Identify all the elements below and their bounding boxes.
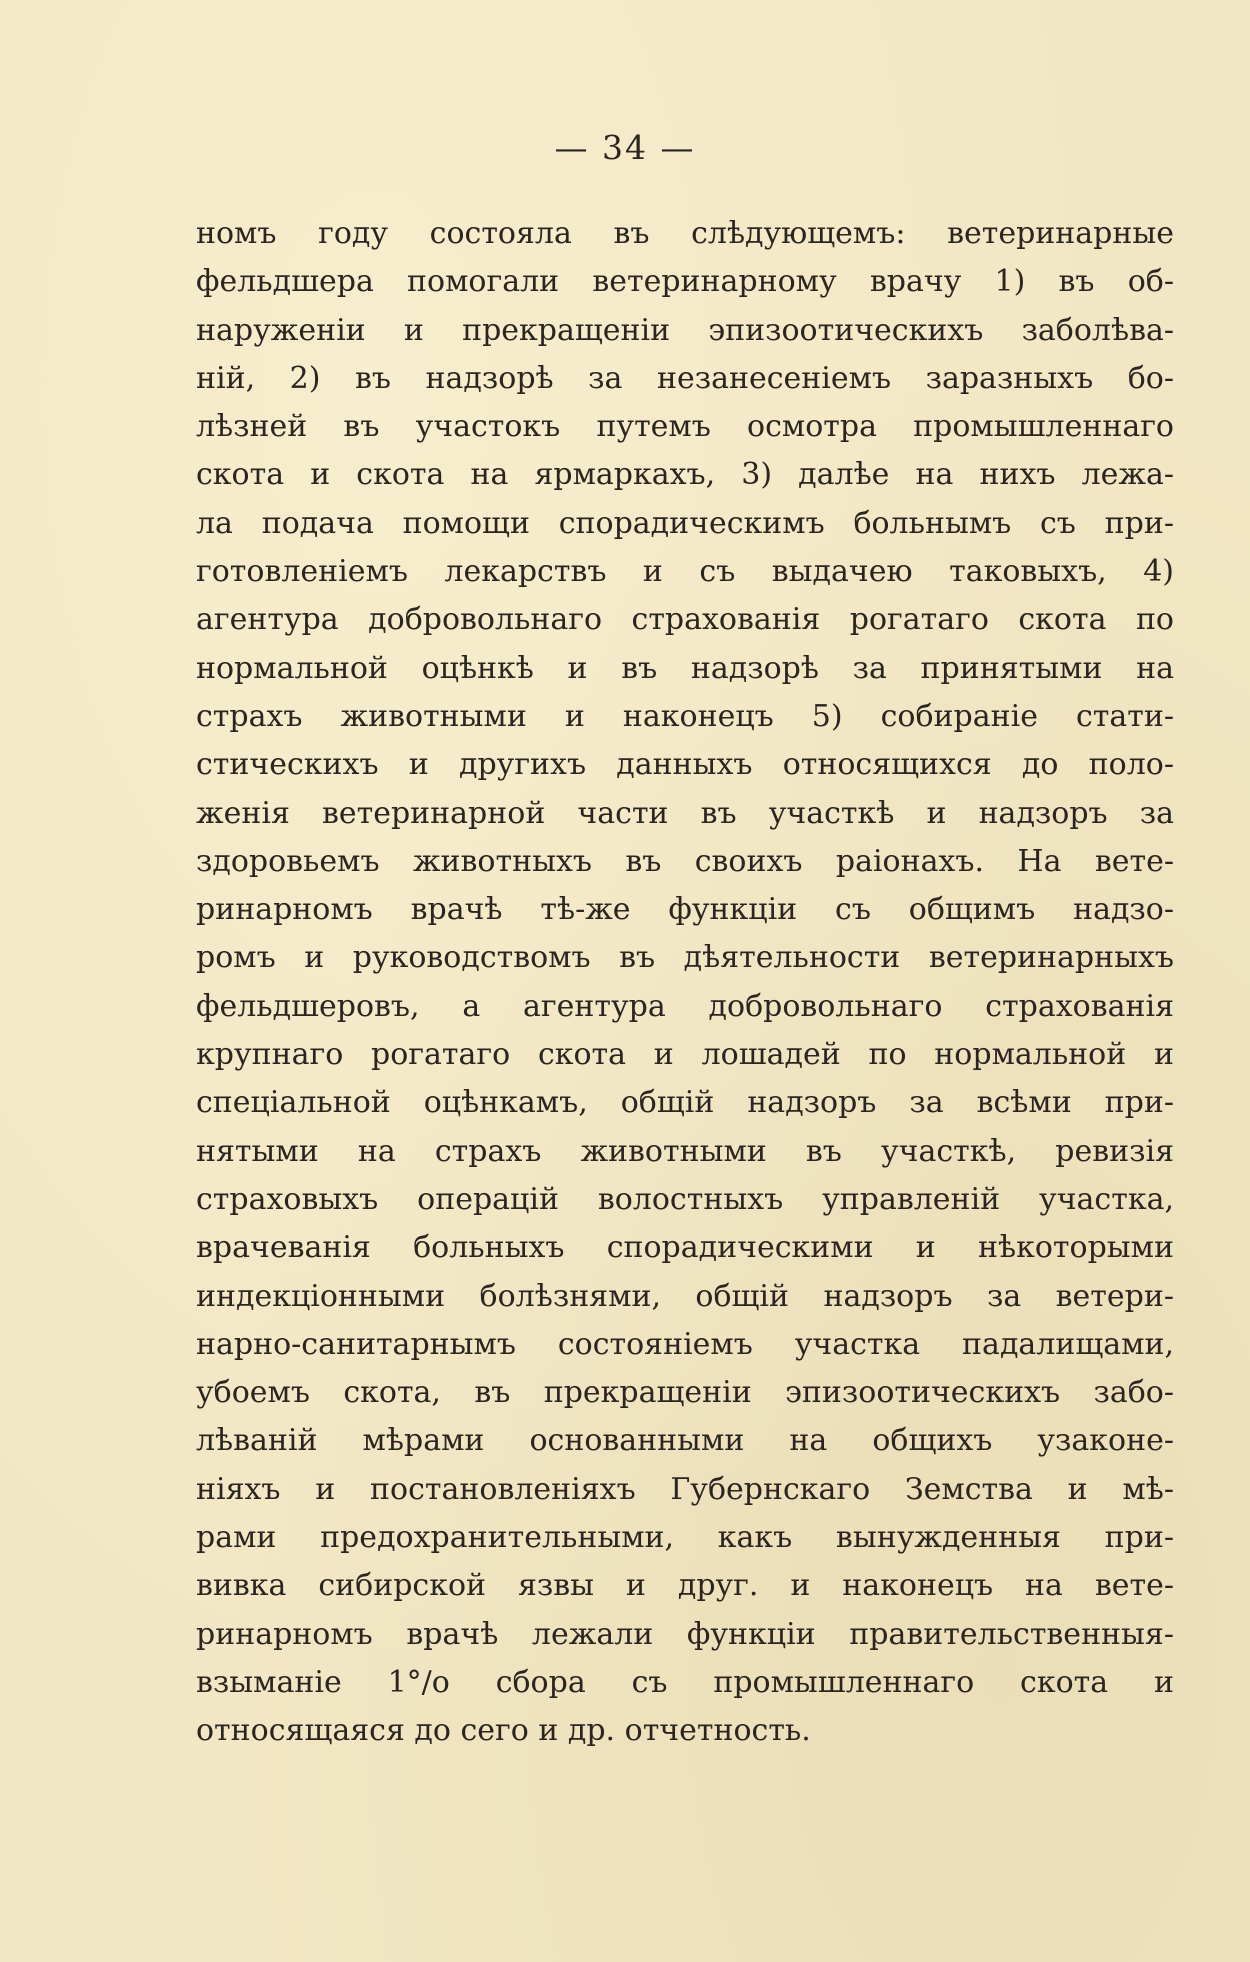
text-line: нятыми на страхъ животными въ участкѣ, ревизія [196,1133,1174,1169]
text-line: нормальной оцѣнкѣ и въ надзорѣ за принятыми на [196,650,1174,686]
text-line: стическихъ и другихъ данныхъ относящихся до поло- [196,747,1174,783]
text-line: лѣзней въ участокъ путемъ осмотра промышленнаго [196,409,1174,445]
text-line: агентура добровольнаго страхованія рогатаго скота по [196,602,1174,638]
body-text [196,210,1174,1756]
text-line: фельдшеровъ, а агентура добровольнаго страхованія [196,988,1174,1024]
text-line: ла подача помощи спорадическимъ больнымъ съ при- [196,505,1174,541]
text-line: фельдшера помогали ветеринарному врачу 1) въ об- [196,264,1174,300]
text-line: скота и скота на ярмаркахъ, 3) далѣе на нихъ лежа- [196,457,1174,493]
text-line: врачеванія больныхъ спорадическими и нѣкоторыми [196,1230,1174,1266]
text-line: индекціонными болѣзнями, общій надзоръ за ветери- [196,1278,1174,1314]
text-line: страхъ животными и наконецъ 5) собираніе стати- [196,698,1174,734]
text-line: ній, 2) въ надзорѣ за незанесеніемъ заразныхъ бо- [196,360,1174,396]
text-line: номъ году состояла въ слѣдующемъ: ветеринарные [196,216,1174,251]
text-line: ромъ и руководствомъ въ дѣятельности ветеринарныхъ [196,940,1174,976]
text-line: ніяхъ и постановленіяхъ Губернскаго Земства и мѣ- [196,1471,1174,1507]
text-line: рами предохранительными, какъ вынужденныя при- [196,1520,1174,1556]
text-line: спеціальной оцѣнкамъ, общій надзоръ за всѣми при- [196,1085,1174,1121]
text-line: лѣваній мѣрами основанными на общихъ узаконе- [196,1423,1174,1459]
text-line: относящаяся до сего и др. отчетность. [196,1713,811,1749]
text-line: нарно-санитарнымъ состояніемъ участка падалищами, [196,1326,1174,1362]
text-line: взыманіе 1°/о сбора съ промышленнаго скота и [196,1664,1174,1700]
text-line: вивка сибирской язвы и друг. и наконецъ на вете- [196,1568,1174,1604]
text-line: ринарномъ врачѣ тѣ-же функціи съ общимъ надзо- [196,892,1174,928]
text-line: женія ветеринарной части въ участкѣ и надзоръ за [196,795,1174,831]
text-line: крупнаго рогатаго скота и лошадей по нормальной и [196,1037,1174,1073]
text-line: наруженіи и прекращеніи эпизоотическихъ заболѣва- [196,312,1174,348]
text-line: страховыхъ операцій волостныхъ управленій участка, [196,1181,1174,1217]
page-number: — 34 — [554,128,696,167]
text-line: готовленіемъ лекарствъ и съ выдачею таковыхъ, 4) [196,554,1174,590]
text-line: здоровьемъ животныхъ въ своихъ раіонахъ. На вете- [196,843,1174,879]
text-line: убоемъ скота, въ прекращеніи эпизоотическихъ забо- [196,1375,1174,1411]
text-line: ринарномъ врачѣ лежали функціи правительственныя- [196,1616,1174,1652]
